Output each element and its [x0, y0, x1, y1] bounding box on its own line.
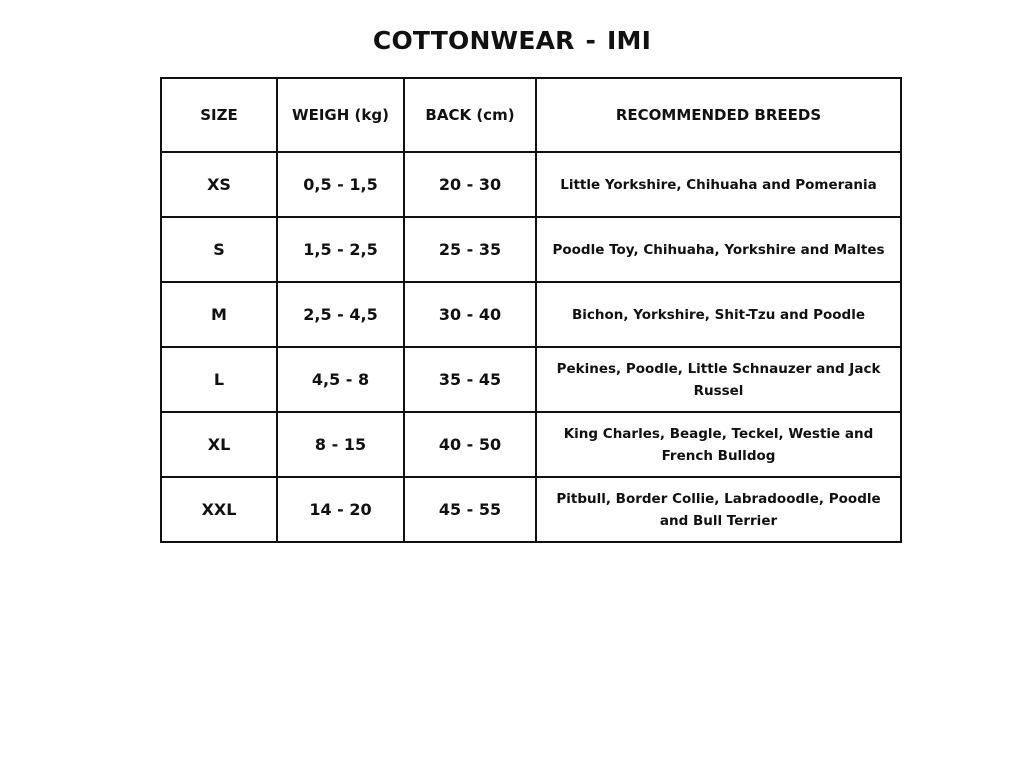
breeds-cell: Pitbull, Border Collie, Labradoodle, Poodle and Bull Terrier	[536, 477, 901, 542]
back-cell: 25 - 35	[404, 217, 536, 282]
table-row	[161, 477, 901, 542]
breeds-cell: King Charles, Beagle, Teckel, Westie and French Bulldog	[536, 412, 901, 477]
weight-cell: 2,5 - 4,5	[277, 282, 404, 347]
back-cell: 45 - 55	[404, 477, 536, 542]
table-row	[161, 412, 901, 477]
size-cell: XS	[161, 152, 277, 217]
size-cell: XL	[161, 412, 277, 477]
back-cell: 40 - 50	[404, 412, 536, 477]
table-header-row	[161, 78, 901, 152]
breeds-cell: Little Yorkshire, Chihuaha and Pomerania	[536, 152, 901, 217]
page-title: COTTONWEAR - IMI	[372, 26, 652, 55]
size-cell: S	[161, 217, 277, 282]
header-weight: WEIGH (kg)	[277, 78, 404, 152]
table-row	[161, 217, 901, 282]
table-row	[161, 282, 901, 347]
weight-cell: 1,5 - 2,5	[277, 217, 404, 282]
size-cell: XXL	[161, 477, 277, 542]
size-chart-table	[160, 77, 902, 543]
breeds-cell: Bichon, Yorkshire, Shit-Tzu and Poodle	[536, 282, 901, 347]
header-breeds: RECOMMENDED BREEDS	[536, 78, 901, 152]
weight-cell: 0,5 - 1,5	[277, 152, 404, 217]
back-cell: 35 - 45	[404, 347, 536, 412]
header-back: BACK (cm)	[404, 78, 536, 152]
weight-cell: 8 - 15	[277, 412, 404, 477]
size-cell: M	[161, 282, 277, 347]
weight-cell: 4,5 - 8	[277, 347, 404, 412]
size-cell: L	[161, 347, 277, 412]
breeds-cell: Poodle Toy, Chihuaha, Yorkshire and Maltes	[536, 217, 901, 282]
breeds-cell: Pekines, Poodle, Little Schnauzer and Jack Russel	[536, 347, 901, 412]
weight-cell: 14 - 20	[277, 477, 404, 542]
back-cell: 20 - 30	[404, 152, 536, 217]
header-size: SIZE	[161, 78, 277, 152]
table-row	[161, 152, 901, 217]
table-row	[161, 347, 901, 412]
back-cell: 30 - 40	[404, 282, 536, 347]
